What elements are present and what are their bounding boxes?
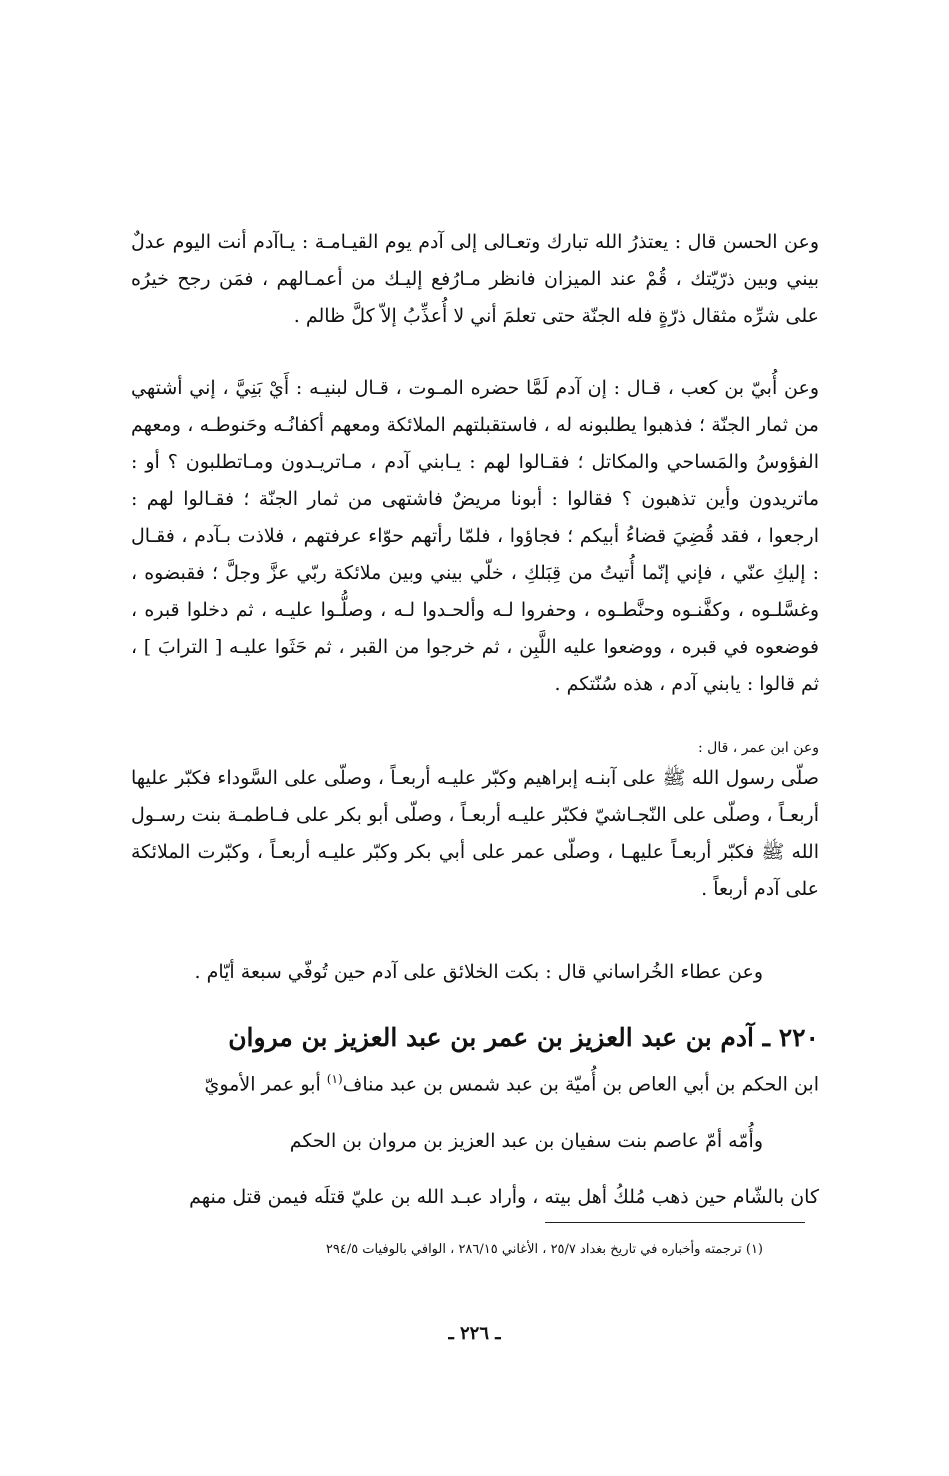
paragraph-ibn-umar: صلّى رسول الله ﷺ على آبنـه إبراهيم وكبّر عليـه أربعـاً ، وصلّى على السَّوداء فكبّر عليها أربعـاً ، وصلّى على النّجـاشيّ فكبّر عليـه أربعـاً ، وصلّى أبو بكر على فـاطمـة بنت رسـول الله ﷺ فكبّر أربعـاً عليهـا ، وصلّى عمر على أبي بكر وكبّر عليـه أربعـاً ، وكبّرت الملائكة على آدم أربعاً .: [131, 767, 819, 900]
paragraph-hasan: وعن الحسن قال : يعتذرُ الله تبارك وتعـالى إلى آدم يوم القيـامـة : يـاآدم أنت اليوم عدلٌ بيني وبين ذرّيّتك ، قُمْ عند الميزان فانظر مـارُفع إليـك من أعمـالهم ، فمَن رجح خيرُه على شرِّه مثقال ذرّةٍ فله الجنّة حتى تعلمَ أني لا أُعذِّبُ إلاّ كلَّ ظالم .: [131, 231, 819, 327]
footnote-reference: (١): [326, 1072, 343, 1086]
footnote: (١) ترجمته وأخباره في تاريخ بغداد ٢٥/٧ ، الأغاني ٢٨٦/١٥ ، الوافي بالوفيات ٢٩٤/٥: [325, 1242, 763, 1257]
paragraph-ubayy: وعن أُبيّ بن كعب ، قـال : إن آدم لَمَّا حضره المـوت ، قـال لبنيـه : أَيْ بَنِيَّ ، إني أشتهي من ثمار الجنّة ؛ فذهبوا يطلبونه له ، فاستقبلتهم الملائكة ومعهم أكفانُـه وحَنوطـه ، ومعهم الفؤوسُ والمَساحي والمكاتل ؛ فقـالوا لهم : يـابني آدم ، مـاتريـدون ومـاتطلبون ؟ أو : ماتريدون وأين تذهبون ؟ فقالوا : أبونا مريضٌ فاشتهى من ثمار الجنّة ؛ فقـالوا لهم : ارجعوا ، فقد قُضِيَ قضاءُ أبيكم ؛ فجاؤوا ، فلمّا رأتهم حوّاء عرفتهم ، فلاذت بـآدم ، فقـال : إليكِ عنّي ، فإني إنّما أُتيتُ من قِبَلكِ ، خلّي بيني وبين ملائكة ربّي عزَّ وجلَّ ؛ فقبضوه ، وغسَّلـوه ، وكفَّنـوه وحنَّطـوه ، وحفروا لـه وألحـدوا لـه ، وصلُّـوا عليـه ، ثم دخلوا قبره ، فوضعوه في قبره ، ووضعوا عليه اللَّبِن ، ثم خرجوا من القبر ، ثم حَثَوا عليـه [ الترابَ ] ، ثم قالوا : يابني آدم ، هذه سُنّتكم .: [131, 377, 819, 695]
entry-text: كان بالشّام حين ذهب مُلكُ أهل بيته ، وأراد عبـد الله بن عليّ قتلَه فيمن قتل منهم: [189, 1186, 819, 1208]
entry-kunya: أبو عمر الأمويّ: [204, 1073, 327, 1096]
paragraph-ibn-umar-intro: وعن ابن عمر ، قال :: [697, 740, 819, 756]
paragraph-ata: وعن عطاء الخُراساني قال : بكت الخلائق على آدم حين تُوفّي سبعة أيّام .: [194, 961, 763, 983]
entry-lineage: [131, 1062, 819, 1101]
page-number: ـ ٢٢٦ ـ: [448, 1323, 501, 1344]
entry-heading: ٢٢٠ ـ آدم بن عبد العزيز بن عمر بن عبد العزيز بن مروان: [228, 1023, 819, 1052]
footnote-divider: [545, 1222, 805, 1223]
entry-lineage-text: ابن الحكم بن أبي العاص بن أُميّة بن عبد شمس بن عبد مناف: [342, 1073, 819, 1096]
entry-mother: وأُمّه أمّ عاصم بنت سفيان بن عبد العزيز بن مروان بن الحكم: [289, 1130, 763, 1152]
